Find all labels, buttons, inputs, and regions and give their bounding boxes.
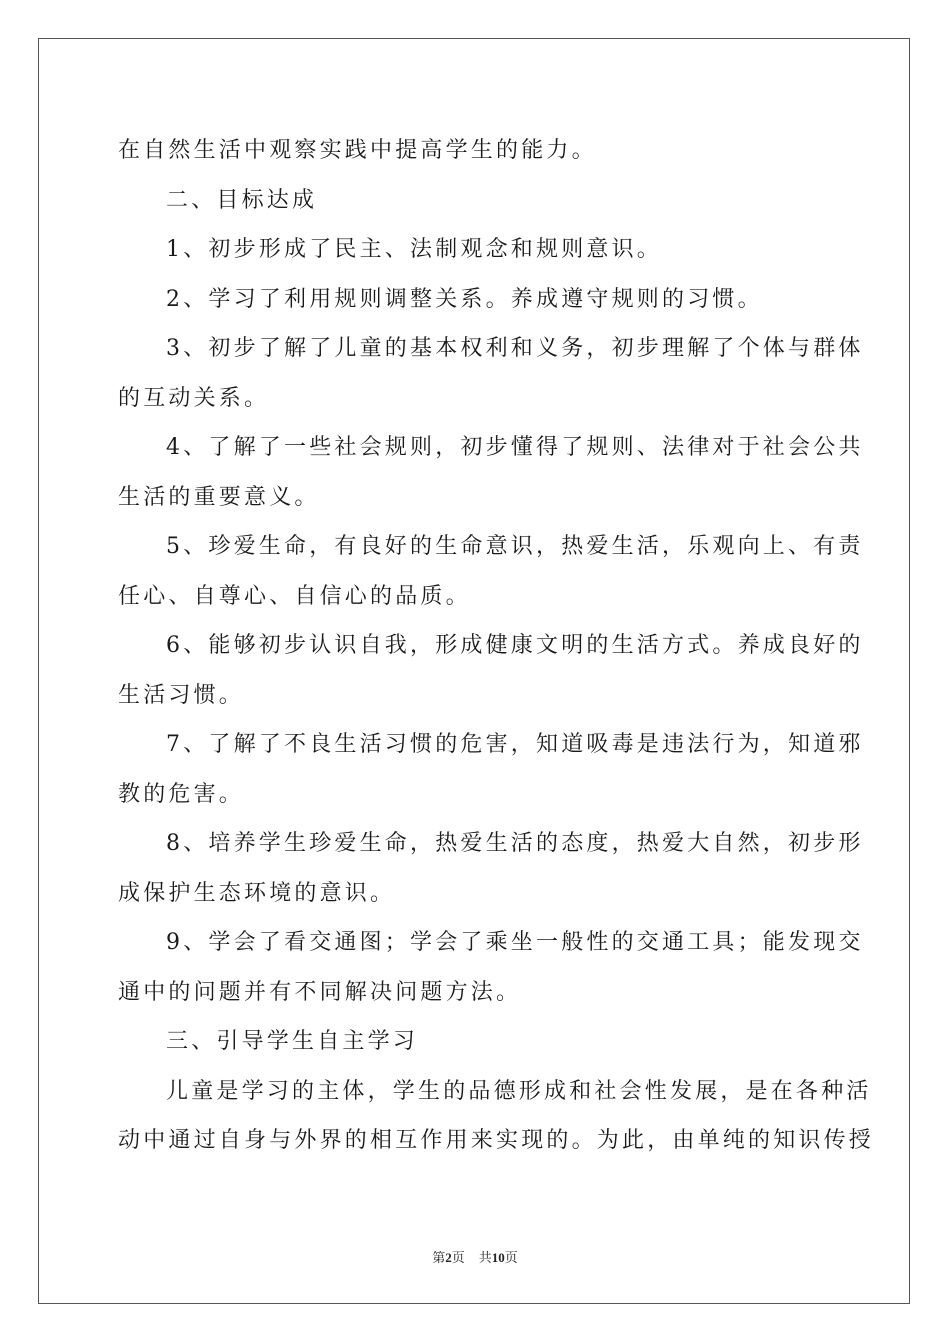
total-suffix: 页 bbox=[504, 1250, 518, 1265]
text-line: 生活习惯。 bbox=[118, 682, 245, 708]
paragraph-line: 儿童是学习的主体，学生的品德形成和社会性发展，是在各种活 bbox=[166, 1078, 872, 1104]
list-item: 8、培养学生珍爱生命，热爱生活的态度，热爱大自然，初步形 bbox=[166, 831, 864, 856]
page-prefix: 第 bbox=[432, 1250, 446, 1265]
text-line: 生活的重要意义。 bbox=[118, 484, 320, 510]
text-line: 通中的问题并有不同解决问题方法。 bbox=[118, 979, 522, 1005]
list-item: 6、能够初步认识自我，形成健康文明的生活方式。养成良好的 bbox=[166, 633, 864, 658]
section-heading: 三、引导学生自主学习 bbox=[166, 1029, 419, 1054]
text-line: 教的危害。 bbox=[118, 781, 245, 807]
page-number: 2 bbox=[445, 1250, 452, 1265]
list-item: 7、了解了不良生活习惯的危害，知道吸毒是违法行为，知道邪 bbox=[166, 732, 864, 757]
list-item: 3、初步了解了儿童的基本权利和义务，初步理解了个体与群体 bbox=[166, 336, 864, 361]
total-prefix: 共 bbox=[478, 1250, 492, 1265]
total-pages: 10 bbox=[491, 1250, 505, 1265]
page-footer bbox=[0, 1247, 950, 1266]
text-line: 成保护生态环境的意识。 bbox=[118, 880, 396, 906]
document-body bbox=[118, 126, 875, 1166]
page-suffix: 页 bbox=[451, 1250, 465, 1265]
text-line: 在自然生活中观察实践中提高学生的能力。 bbox=[118, 138, 597, 163]
list-item: 2、学习了利用规则调整关系。养成遵守规则的习惯。 bbox=[166, 286, 763, 312]
text-line: 任心、自尊心、自信心的品质。 bbox=[118, 583, 471, 609]
text-line: 动中通过自身与外界的相互作用来实现的。为此，由单纯的知识传授 bbox=[118, 1128, 875, 1153]
list-item: 1、初步形成了民主、法制观念和规则意识。 bbox=[166, 237, 662, 262]
list-item: 9、学会了看交通图；学会了乘坐一般性的交通工具；能发现交 bbox=[166, 930, 864, 955]
text-line: 的互动关系。 bbox=[118, 385, 270, 411]
list-item: 4、了解了一些社会规则，初步懂得了规则、法律对于社会公共 bbox=[166, 435, 864, 460]
list-item: 5、珍爱生命，有良好的生命意识，热爱生活，乐观向上、有责 bbox=[166, 534, 864, 559]
section-heading: 二、目标达成 bbox=[166, 187, 318, 213]
